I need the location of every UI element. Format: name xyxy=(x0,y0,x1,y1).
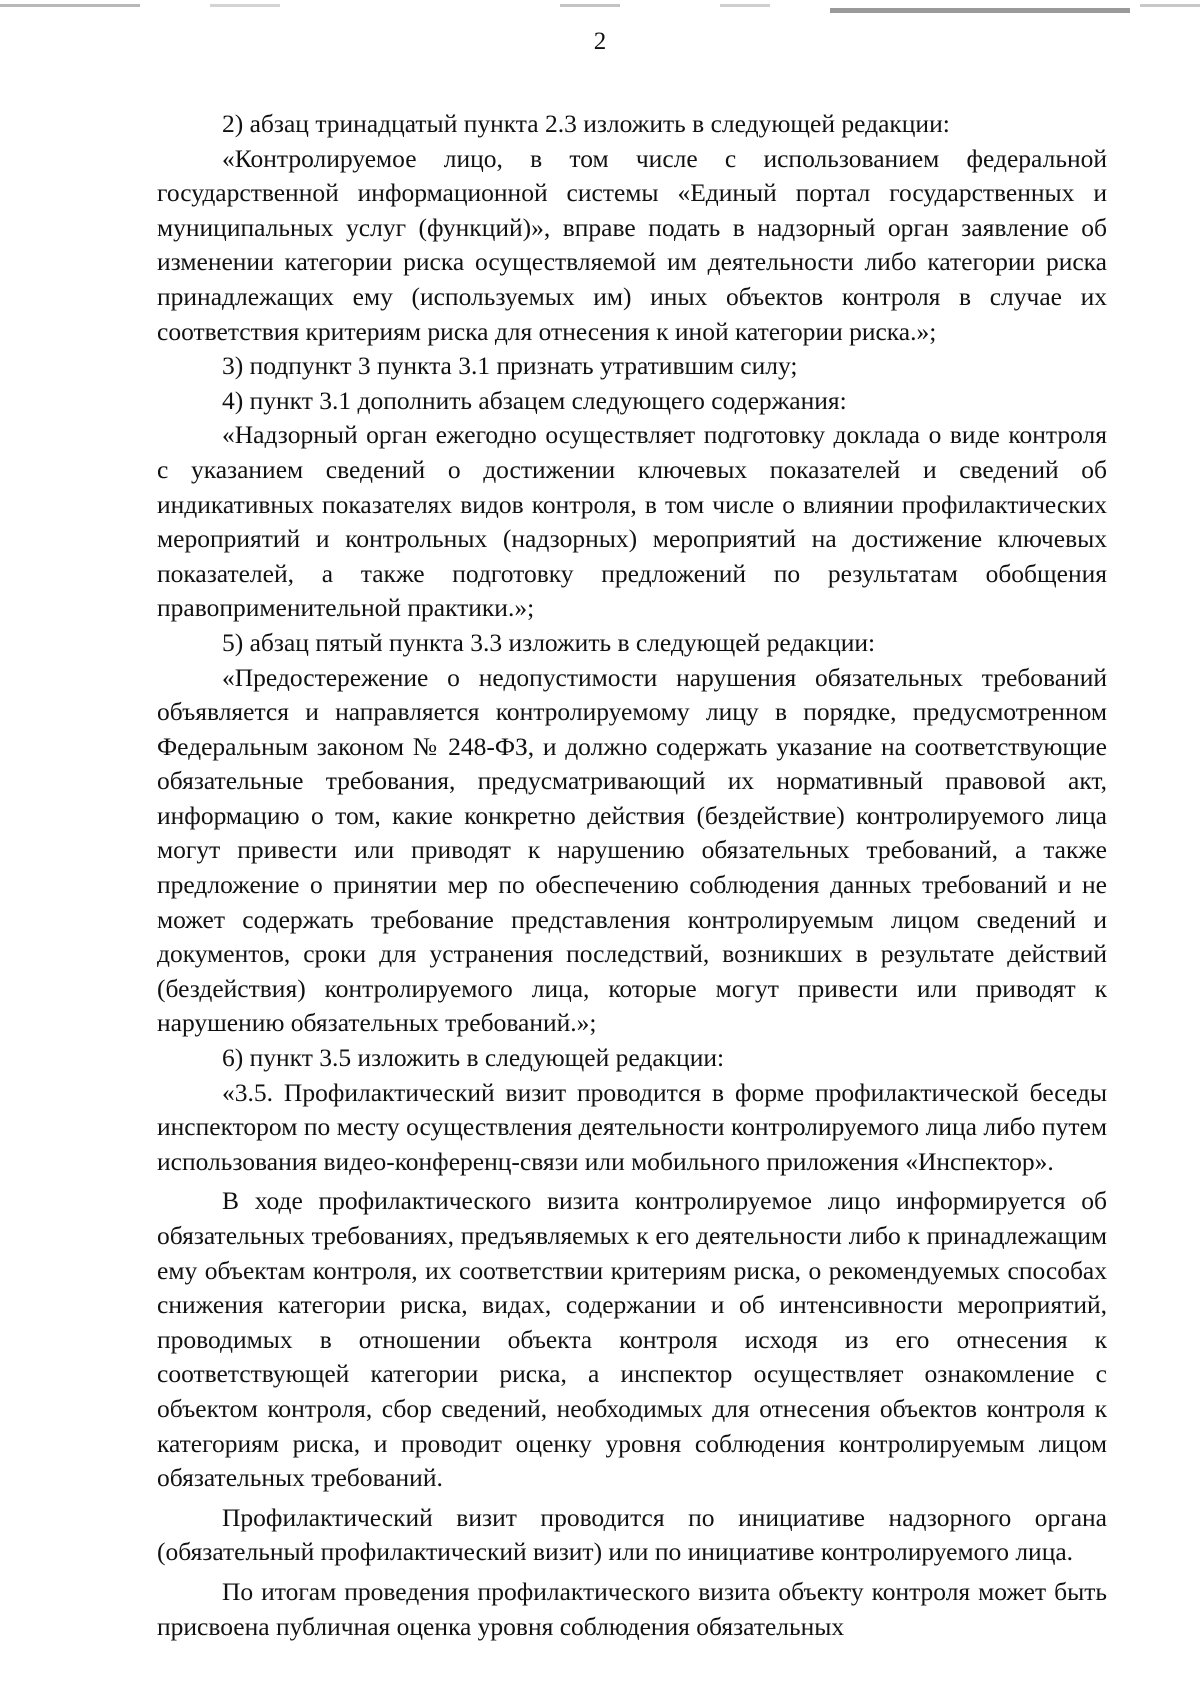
scan-edge-artifact xyxy=(0,0,1200,14)
paragraph-item-12: По итогам проведения профилактического визита объекту контроля может быть присвоена публичная оценка уровня соблюдения обязательных xyxy=(157,1576,1107,1641)
paragraph-item-9: «3.5. Профилактический визит проводится в форме профилактической беседы инспектором по месту осуществления деятельности контролируемого лица либо путем использования видео-конференц-связи или мобильного приложения «Инспектор». xyxy=(157,1077,1107,1176)
paragraph-item-3: 3) подпункт 3 пункта 3.1 признать утратившим силу; xyxy=(222,351,798,381)
page-number: 2 xyxy=(593,28,607,55)
paragraph-item-10: В ходе профилактического визита контролируемое лицо информируется об обязательных требованиях, предъявляемых к его деятельности либо к принадлежащим ему объектам контроля, их соответствии критериям риска, о рекомендуемых способах снижения категории риска, видах, содержании и об интенсивности мероприятий, проводимых в отношении объекта контроля исходя из его отнесения к соответствующей категории риска, а инспектор осуществляет ознакомление с объектом контроля, сбор сведений, необходимых для отнесения объектов контроля к категориям риска, и проводит оценку уровня соблюдения контролируемым лицом обязательных требований. xyxy=(157,1186,1107,1493)
paragraph-item-5: «Надзорный орган ежегодно осуществляет подготовку доклада о виде контроля с указанием сведений о достижении ключевых показателей и сведений об индикативных показателях видов контроля, в том числе о влиянии профилактических мероприятий и контрольных (надзорных) мероприятий на достижение ключевых показателей, а также подготовку предложений по результатам обобщения правоприменительной практики.»; xyxy=(157,420,1107,623)
paragraph-item-4: 4) пункт 3.1 дополнить абзацем следующего содержания: xyxy=(222,385,847,415)
paragraph-item-7: «Предостережение о недопустимости нарушения обязательных требований объявляется и направляется контролируемому лицу в порядке, предусмотренном Федеральным законом № 248-ФЗ, и должно содержать указание на соответствующие обязательные требования, предусматривающий их нормативный правовой акт, информацию о том, какие конкретно действия (бездействие) контролируемого лица могут привести или приводят к нарушению обязательных требований, а также предложение о принятии мер по обеспечению соблюдения данных требований и не может содержать требование представления контролируемым лицом сведений и документов, сроки для устранения последствий, возникших в результате действий (бездействия) контролируемого лица, которые могут привести или приводят к нарушению обязательных требований.»; xyxy=(157,662,1107,1038)
paragraph-item-1: 2) абзац тринадцатый пункта 2.3 изложить в следующей редакции: xyxy=(222,109,950,138)
paragraph-item-2: «Контролируемое лицо, в том числе с использованием федеральной государственной информационной системы «Единый портал государственных и муниципальных услуг (функций)», вправе подать в надзорный орган заявление об изменении категории риска осуществляемой им деятельности либо категории риска принадлежащих ему (используемых им) иных объектов контроля в случае их соответствия критериям риска для отнесения к иной категории риска.»; xyxy=(157,143,1107,346)
paragraph-item-8: 6) пункт 3.5 изложить в следующей редакции: xyxy=(222,1043,725,1073)
document-body xyxy=(157,107,1107,1644)
paragraph-item-11: Профилактический визит проводится по инициативе надзорного органа (обязательный профилактический визит) или по инициативе контролируемого лица. xyxy=(157,1502,1107,1567)
paragraph-item-6: 5) абзац пятый пункта 3.3 изложить в следующей редакции: xyxy=(222,627,876,657)
